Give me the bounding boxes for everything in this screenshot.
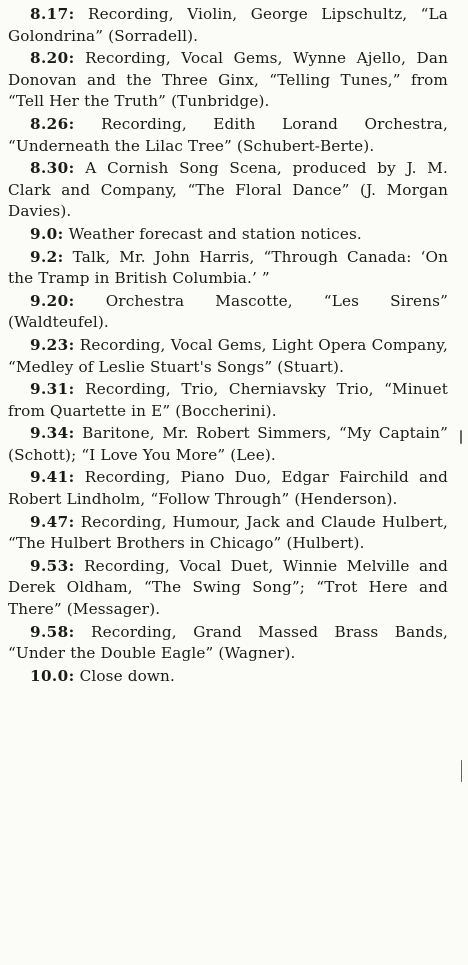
entry-time: 8.17: (30, 5, 75, 23)
programme-entry (8, 291, 448, 334)
entry-description: Baritone, Mr. Robert Simmers, “My Captain” (Schott); “I Love You More” (Lee). (8, 424, 448, 464)
entry-description: Orchestra Mascotte, “Les Sirens” (Waldteufel). (8, 291, 448, 332)
entry-description: Weather forecast and station notices. (68, 224, 362, 243)
entry-description: Recording, Vocal Gems, Light Opera Company, “Medley of Leslie Stuart's Songs” (Stuart). (8, 335, 448, 376)
programme-entry (8, 467, 448, 510)
programme-entry (8, 379, 448, 422)
entry-description: Recording, Vocal Gems, Wynne Ajello, Dan Donovan and the Three Ginx, “Telling Tunes,” from “Tell Her the Truth” (Tunbridge). (8, 49, 448, 111)
entry-description: Recording, Piano Duo, Edgar Fairchild and Robert Lindholm, “Follow Through” (Henderson). (8, 468, 449, 509)
programme-entry (8, 666, 448, 688)
programme-entry (8, 114, 448, 157)
entry-time: 9.20: (30, 291, 75, 310)
entry-time: 8.30: (30, 159, 75, 178)
entry-time: 9.41: (30, 468, 75, 487)
entry-description: Recording, Humour, Jack and Claude Hulbert, “The Hulbert Brothers in Chicago” (Hulbert). (8, 512, 448, 553)
entry-time: 9.58: (30, 622, 75, 641)
entry-time: 9.34: (30, 424, 75, 443)
entry-time: 9.2: (30, 247, 64, 266)
entry-time: 8.26: (30, 114, 75, 133)
programme-entry (8, 423, 448, 466)
entry-time: 8.20: (30, 49, 75, 68)
entry-description: A Cornish Song Scena, produced by J. M. Clark and Company, “The Floral Dance” (J. Morgan Davies). (8, 159, 448, 221)
entry-time: 9.47: (30, 512, 75, 531)
entry-description: Recording, Grand Massed Brass Bands, “Under the Double Eagle” (Wagner). (8, 622, 448, 663)
entry-description: Close down. (79, 666, 175, 685)
programme-listing (8, 4, 448, 688)
programme-entry (8, 335, 448, 378)
scan-mark (461, 760, 462, 782)
scan-mark (460, 430, 462, 444)
entry-time: 10.0: (30, 666, 75, 685)
entry-description: Recording, Trio, Cherniavsky Trio, “Minuet from Quartette in E” (Boccherini). (8, 380, 448, 420)
programme-entry (8, 158, 448, 223)
entry-description: Recording, Vocal Duet, Winnie Melville and Derek Oldham, “The Swing Song”; “Trot Here and There” (Messager). (8, 556, 448, 619)
programme-entry (8, 512, 448, 555)
programme-entry (8, 4, 448, 47)
programme-entry (8, 622, 448, 665)
entry-description: Talk, Mr. John Harris, “Through Canada: ‘On the Tramp in British Columbia.’ ” (8, 247, 449, 288)
entry-description: Recording, Violin, George Lipschultz, “La Golondrina” (Sorradell). (8, 5, 448, 45)
entry-time: 9.53: (30, 556, 75, 575)
entry-time: 9.23: (30, 335, 75, 354)
entry-time: 9.31: (30, 380, 75, 399)
entry-time: 9.0: (30, 224, 64, 243)
entry-description: Recording, Edith Lorand Orchestra, “Underneath the Lilac Tree” (Schubert-Berte). (8, 114, 448, 155)
programme-entry (8, 556, 448, 621)
programme-entry (8, 48, 448, 113)
programme-entry (8, 224, 448, 246)
programme-entry (8, 247, 448, 290)
